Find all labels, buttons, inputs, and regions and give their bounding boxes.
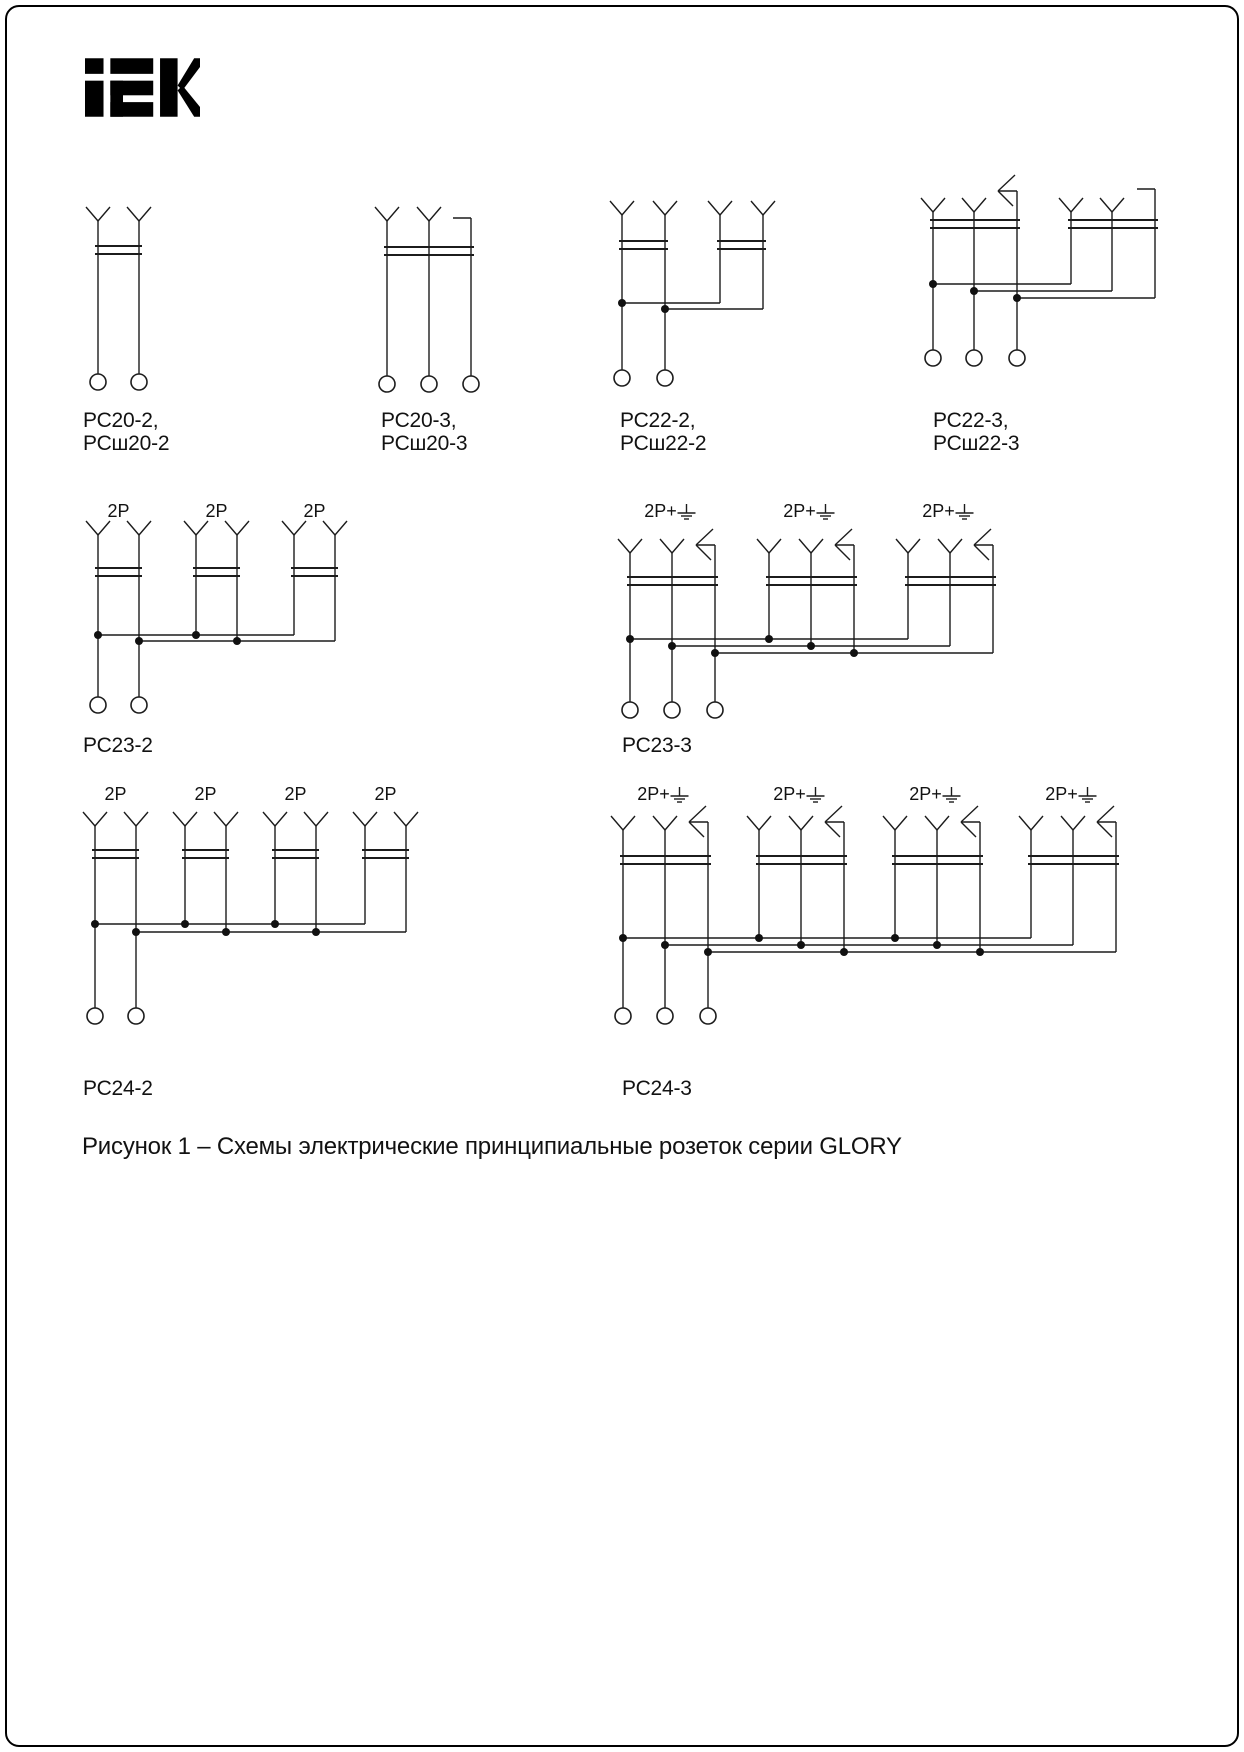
contact-fork-arm bbox=[83, 812, 95, 826]
junction-dot bbox=[222, 928, 230, 936]
contact-fork-arm bbox=[304, 812, 316, 826]
junction-dot bbox=[976, 948, 984, 956]
socket-contact-fork bbox=[323, 521, 347, 535]
contact-fork-arm bbox=[127, 521, 139, 535]
socket-contact-fork bbox=[799, 539, 823, 553]
socket-contact-fork bbox=[1059, 198, 1083, 212]
socket-contact-fork bbox=[127, 207, 151, 221]
contact-fork-arm bbox=[275, 812, 287, 826]
pin-type-label: 2Р+ bbox=[922, 501, 955, 521]
terminal-circle bbox=[614, 370, 630, 386]
socket-contact-fork bbox=[925, 816, 949, 830]
earth-contact-arm bbox=[835, 545, 850, 560]
terminal-circle bbox=[90, 697, 106, 713]
socket-contact-fork bbox=[184, 521, 208, 535]
socket-contact-fork bbox=[921, 198, 945, 212]
contact-fork-arm bbox=[394, 812, 406, 826]
socket-contact-fork bbox=[883, 816, 907, 830]
contact-fork-arm bbox=[799, 539, 811, 553]
contact-fork-arm bbox=[665, 816, 677, 830]
terminal-circle bbox=[90, 374, 106, 390]
contact-fork-arm bbox=[98, 521, 110, 535]
contact-fork-arm bbox=[789, 816, 801, 830]
junction-dot bbox=[192, 631, 200, 639]
terminal-circle bbox=[664, 702, 680, 718]
earth-contact-arm bbox=[998, 191, 1013, 206]
diagram-name-line: РС20-3, bbox=[381, 409, 457, 432]
contact-fork-arm bbox=[950, 539, 962, 553]
contact-fork-arm bbox=[757, 539, 769, 553]
junction-dot bbox=[891, 934, 899, 942]
pin-type-label: 2Р bbox=[107, 501, 130, 521]
contact-fork-arm bbox=[974, 198, 986, 212]
junction-dot bbox=[233, 637, 241, 645]
junction-dot bbox=[132, 928, 140, 936]
socket-contact-fork bbox=[86, 207, 110, 221]
junction-dot bbox=[807, 642, 815, 650]
socket-contact-fork bbox=[789, 816, 813, 830]
contact-fork-arm bbox=[896, 539, 908, 553]
contact-fork-arm bbox=[1059, 198, 1071, 212]
terminal-circle bbox=[622, 702, 638, 718]
contact-fork-arm bbox=[226, 812, 238, 826]
junction-dot bbox=[661, 305, 669, 313]
contact-fork-arm bbox=[653, 201, 665, 215]
diagram-name-line: РС23-2 bbox=[83, 734, 153, 757]
contact-fork-arm bbox=[653, 816, 665, 830]
terminal-circle bbox=[87, 1008, 103, 1024]
junction-dot bbox=[312, 928, 320, 936]
earth-contact-arm bbox=[998, 175, 1015, 191]
earth-contact-arm bbox=[825, 806, 842, 822]
diagram-name-line: РСш20-2 bbox=[83, 432, 170, 455]
diagram-name-line: РС20-2, bbox=[83, 409, 159, 432]
diagram-name-line: РСш20-3 bbox=[381, 432, 468, 455]
pin-type-label: 2Р+ bbox=[644, 501, 677, 521]
terminal-circle bbox=[925, 350, 941, 366]
contact-fork-arm bbox=[622, 201, 634, 215]
pin-type-label: 2Р bbox=[205, 501, 228, 521]
diagram-label-rc20-2 bbox=[83, 409, 169, 455]
socket-contact-fork bbox=[618, 539, 642, 553]
socket-contact-fork bbox=[747, 816, 771, 830]
junction-dot bbox=[619, 934, 627, 942]
earth-contact-arm bbox=[825, 822, 840, 837]
contact-fork-arm bbox=[1112, 198, 1124, 212]
contact-fork-arm bbox=[1071, 198, 1083, 212]
contact-fork-arm bbox=[375, 207, 387, 221]
contact-fork-arm bbox=[1100, 198, 1112, 212]
earth-contact-arm bbox=[689, 806, 706, 822]
diagram-name-line: РСш22-3 bbox=[933, 432, 1020, 455]
contact-fork-arm bbox=[214, 812, 226, 826]
socket-contact-fork bbox=[304, 812, 328, 826]
contact-fork-arm bbox=[763, 201, 775, 215]
socket-contact-fork bbox=[375, 207, 399, 221]
junction-dot bbox=[755, 934, 763, 942]
socket-contact-fork bbox=[83, 812, 107, 826]
pin-type-label: 2Р+ bbox=[773, 784, 806, 804]
diagram-label-rc22-3 bbox=[933, 409, 1019, 455]
earth-contact bbox=[689, 806, 708, 837]
pin-type-label: 2Р+ bbox=[1045, 784, 1078, 804]
contact-fork-arm bbox=[237, 521, 249, 535]
earth-contact-arm bbox=[835, 529, 852, 545]
contact-fork-arm bbox=[335, 521, 347, 535]
socket-contact-fork bbox=[1100, 198, 1124, 212]
socket-contact-fork bbox=[394, 812, 418, 826]
socket-contact-fork bbox=[127, 521, 151, 535]
socket-contact-fork bbox=[938, 539, 962, 553]
contact-fork-arm bbox=[124, 812, 136, 826]
contact-fork-arm bbox=[937, 816, 949, 830]
socket-contact-fork bbox=[173, 812, 197, 826]
socket-contact-fork bbox=[653, 201, 677, 215]
socket-contact-fork bbox=[353, 812, 377, 826]
terminal-circle bbox=[131, 697, 147, 713]
terminal-circle bbox=[463, 376, 479, 392]
contact-fork-arm bbox=[263, 812, 275, 826]
contact-fork-arm bbox=[323, 521, 335, 535]
contact-fork-arm bbox=[353, 812, 365, 826]
contact-fork-arm bbox=[282, 521, 294, 535]
socket-contact-fork bbox=[86, 521, 110, 535]
contact-fork-arm bbox=[759, 816, 771, 830]
junction-dot bbox=[94, 631, 102, 639]
schematic-rc20-3 bbox=[375, 207, 479, 392]
contact-fork-arm bbox=[196, 521, 208, 535]
contact-fork-arm bbox=[1073, 816, 1085, 830]
contact-fork-arm bbox=[136, 812, 148, 826]
contact-fork-arm bbox=[708, 201, 720, 215]
earth-contact bbox=[835, 529, 854, 560]
contact-fork-arm bbox=[811, 539, 823, 553]
diagram-label-rc23-2 bbox=[83, 734, 153, 757]
socket-contact-fork bbox=[282, 521, 306, 535]
junction-dot bbox=[91, 920, 99, 928]
socket-contact-fork bbox=[1019, 816, 1043, 830]
junction-dot bbox=[668, 642, 676, 650]
contact-fork-arm bbox=[623, 816, 635, 830]
junction-dot bbox=[135, 637, 143, 645]
earth-contact-arm bbox=[1097, 822, 1112, 837]
socket-contact-fork bbox=[757, 539, 781, 553]
contact-fork-arm bbox=[294, 521, 306, 535]
junction-dot bbox=[840, 948, 848, 956]
diagram-name-line: РС22-3, bbox=[933, 409, 1009, 432]
terminal-circle bbox=[379, 376, 395, 392]
figure-caption: Рисунок 1 – Схемы электрические принципиальные розеток серии GLORY bbox=[82, 1133, 902, 1160]
contact-fork-arm bbox=[611, 816, 623, 830]
terminal-circle bbox=[700, 1008, 716, 1024]
contact-fork-arm bbox=[921, 198, 933, 212]
contact-fork-arm bbox=[925, 816, 937, 830]
earth-contact bbox=[1097, 806, 1116, 837]
contact-fork-arm bbox=[908, 539, 920, 553]
junction-dot bbox=[271, 920, 279, 928]
contact-fork-arm bbox=[660, 539, 672, 553]
contact-fork-arm bbox=[365, 812, 377, 826]
contact-fork-arm bbox=[665, 201, 677, 215]
contact-fork-arm bbox=[1061, 816, 1073, 830]
contact-fork-arm bbox=[720, 201, 732, 215]
contact-fork-arm bbox=[185, 812, 197, 826]
contact-fork-arm bbox=[139, 207, 151, 221]
terminal-circle bbox=[707, 702, 723, 718]
earth-ground-icon bbox=[943, 787, 961, 802]
contact-fork-arm bbox=[1019, 816, 1031, 830]
schematic-rc22-2 bbox=[610, 201, 775, 386]
contact-fork-arm bbox=[184, 521, 196, 535]
pin-type-label: 2Р+ bbox=[637, 784, 670, 804]
diagram-name-line: РС22-2, bbox=[620, 409, 696, 432]
earth-contact bbox=[825, 806, 844, 837]
schematic-rc20-2 bbox=[86, 207, 151, 390]
junction-dot bbox=[626, 635, 634, 643]
schematic-rc24-3 bbox=[611, 784, 1119, 1024]
socket-contact-fork bbox=[225, 521, 249, 535]
diagram-label-rc24-2 bbox=[83, 1077, 153, 1100]
contact-fork-arm bbox=[1031, 816, 1043, 830]
contact-fork-arm bbox=[95, 812, 107, 826]
junction-dot bbox=[1013, 294, 1021, 302]
contact-fork-arm bbox=[895, 816, 907, 830]
socket-contact-fork bbox=[896, 539, 920, 553]
contact-fork-arm bbox=[938, 539, 950, 553]
junction-dot bbox=[181, 920, 189, 928]
terminal-circle bbox=[966, 350, 982, 366]
diagram-name-line: РСш22-2 bbox=[620, 432, 707, 455]
junction-dot bbox=[970, 287, 978, 295]
earth-contact bbox=[974, 529, 993, 560]
contact-fork-arm bbox=[801, 816, 813, 830]
junction-dot bbox=[704, 948, 712, 956]
junction-dot bbox=[797, 941, 805, 949]
socket-contact-fork bbox=[124, 812, 148, 826]
earth-contact-arm bbox=[689, 822, 704, 837]
diagram-name-line: РС24-2 bbox=[83, 1077, 153, 1100]
socket-contact-fork bbox=[708, 201, 732, 215]
socket-contact-fork bbox=[417, 207, 441, 221]
terminal-circle bbox=[421, 376, 437, 392]
pin-type-label: 2Р+ bbox=[909, 784, 942, 804]
terminal-circle bbox=[657, 370, 673, 386]
contact-fork-arm bbox=[672, 539, 684, 553]
contact-fork-arm bbox=[417, 207, 429, 221]
pin-type-label: 2Р bbox=[303, 501, 326, 521]
earth-ground-icon bbox=[817, 504, 835, 519]
diagram-label-rc23-3 bbox=[622, 734, 692, 757]
earth-contact bbox=[961, 806, 980, 837]
terminal-circle bbox=[131, 374, 147, 390]
contact-fork-arm bbox=[406, 812, 418, 826]
earth-contact-arm bbox=[961, 822, 976, 837]
contact-fork-arm bbox=[127, 207, 139, 221]
contact-fork-arm bbox=[618, 539, 630, 553]
earth-contact-arm bbox=[1097, 806, 1114, 822]
earth-contact bbox=[696, 529, 715, 560]
socket-contact-fork bbox=[263, 812, 287, 826]
contact-fork-arm bbox=[86, 521, 98, 535]
earth-contact-arm bbox=[974, 545, 989, 560]
contact-fork-arm bbox=[610, 201, 622, 215]
diagram-label-rc22-2 bbox=[620, 409, 706, 455]
junction-dot bbox=[618, 299, 626, 307]
earth-contact-arm bbox=[974, 529, 991, 545]
socket-contact-fork bbox=[214, 812, 238, 826]
earth-ground-icon bbox=[956, 504, 974, 519]
contact-fork-arm bbox=[139, 521, 151, 535]
junction-dot bbox=[765, 635, 773, 643]
earth-contact-arm bbox=[961, 806, 978, 822]
pin-type-label: 2Р bbox=[284, 784, 307, 804]
terminal-circle bbox=[128, 1008, 144, 1024]
diagram-name-line: РС24-3 bbox=[622, 1077, 692, 1100]
earth-contact-arm bbox=[696, 529, 713, 545]
schematic-rc23-2 bbox=[86, 501, 347, 713]
earth-contact-arm bbox=[696, 545, 711, 560]
pin-type-label: 2Р bbox=[104, 784, 127, 804]
contact-fork-arm bbox=[747, 816, 759, 830]
earth-ground-icon bbox=[807, 787, 825, 802]
earth-ground-icon bbox=[678, 504, 696, 519]
socket-contact-fork bbox=[751, 201, 775, 215]
contact-fork-arm bbox=[173, 812, 185, 826]
socket-contact-fork bbox=[653, 816, 677, 830]
contact-fork-arm bbox=[225, 521, 237, 535]
contact-fork-arm bbox=[630, 539, 642, 553]
contact-fork-arm bbox=[883, 816, 895, 830]
contact-fork-arm bbox=[751, 201, 763, 215]
junction-dot bbox=[929, 280, 937, 288]
contact-fork-arm bbox=[86, 207, 98, 221]
diagram-label-rc20-3 bbox=[381, 409, 467, 455]
contact-fork-arm bbox=[769, 539, 781, 553]
earth-ground-icon bbox=[671, 787, 689, 802]
terminal-circle bbox=[657, 1008, 673, 1024]
junction-dot bbox=[661, 941, 669, 949]
pin-type-label: 2Р bbox=[374, 784, 397, 804]
contact-fork-arm bbox=[962, 198, 974, 212]
contact-fork-arm bbox=[933, 198, 945, 212]
socket-contact-fork bbox=[660, 539, 684, 553]
schematic-rc24-2 bbox=[83, 784, 418, 1024]
contact-fork-arm bbox=[387, 207, 399, 221]
schematic-rc23-3 bbox=[618, 501, 996, 718]
socket-contact-fork bbox=[610, 201, 634, 215]
diagram-label-rc24-3 bbox=[622, 1077, 692, 1100]
schematic-rc22-3 bbox=[921, 175, 1158, 366]
terminal-circle bbox=[1009, 350, 1025, 366]
socket-contact-fork bbox=[611, 816, 635, 830]
socket-contact-fork bbox=[962, 198, 986, 212]
pin-type-label: 2Р bbox=[194, 784, 217, 804]
junction-dot bbox=[711, 649, 719, 657]
contact-fork-arm bbox=[98, 207, 110, 221]
earth-contact bbox=[998, 175, 1017, 206]
socket-contact-fork bbox=[1061, 816, 1085, 830]
contact-fork-arm bbox=[429, 207, 441, 221]
pin-type-label: 2Р+ bbox=[783, 501, 816, 521]
contact-fork-arm bbox=[316, 812, 328, 826]
terminal-circle bbox=[615, 1008, 631, 1024]
junction-dot bbox=[933, 941, 941, 949]
junction-dot bbox=[850, 649, 858, 657]
earth-ground-icon bbox=[1079, 787, 1097, 802]
diagram-name-line: РС23-3 bbox=[622, 734, 692, 757]
